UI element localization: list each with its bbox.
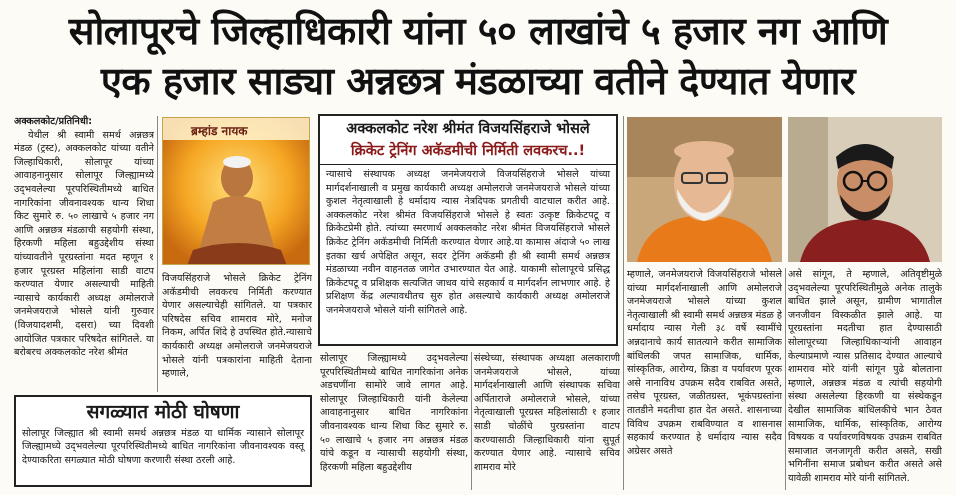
column-4-text: संस्थेच्या, संस्थापक अध्यक्षा अलकाराणी जनमेजयराजे भोसले, यांच्या मार्गदर्शनाखाली आणि संस्थापक सचिवा अर्पिताराजे अमोलराजे भोसले, यांच्या नेतृत्वाखाली पूरग्रस्त महिलांसाठी १ हजार साडी चोळींचे पुरग्रस्तांना वाटप करण्यासाठी जिल्हाधिकारी यांना सुपूर्त करण्यात येणार आहे. न्यासाचे सचिव शामराव मोरे	[474, 353, 620, 473]
column-divider	[785, 268, 786, 490]
column-5-text: म्हणाले, जनमेजयराजे विजयसिंहराजे भोसले यांच्या मार्गदर्शनाखाली आणि अमोलराजे जनमेजयराजे भोसले यांच्या कुशल नेतृत्वाखाली श्री स्वामी समर्थ अन्नछत्र मंडळ हे धर्मादाय न्यास गेली ३८ वर्षे स्वामींचे अन्नदानाचे कार्य सातत्याने करीत सामाजिक बांधिलकी जपत सामाजिक, धार्मिक, सांस्कृतिक, आरोग्य, क्रिडा व पर्यावरण पूरक असे नानाविध उपक्रम सदैव राबवित असते, तसेच पूरग्रस्त, जळीतग्रस्त, भूकंपग्रस्तांना तातडीने मदतीचा हात देत असते. शासनाच्या विविध उपक्रम राबविण्यात व शासनास सहकार्य करण्यात हे धर्मादाय न्यास सदैव अग्रेसर असते	[627, 269, 782, 457]
article-column-3	[320, 352, 468, 492]
article-column-2	[162, 272, 312, 412]
cricket-academy-title-line-2: क्रिकेट ट्रेनिंग अकॅडमीची निर्मिती लवकरच..!	[350, 143, 586, 159]
photo-swami-samarth	[162, 117, 310, 265]
headline-line-1: सोलापूरचे जिल्हाधिकारी यांना ५० लाखांचे ५ हजार नग आणि	[68, 9, 888, 53]
announcement-body: सोलापूर जिल्ह्यात श्री स्वामी समर्थ अन्नछत्र मंडळ या धार्मिक न्यासाने सोलापूर जिल्ह्यामध्ये उद्‌भवलेल्या पूरपरिस्थितीमध्ये बाधित नागरिकांना जीवनावश्यक वस्तू देण्याकरिता सगळ्यात मोठी घोषणा करणारी संस्था ठरली आहे.	[22, 428, 304, 466]
article-column-6	[788, 268, 942, 490]
column-divider	[623, 116, 624, 490]
headline-line-2: एक हजार साड्या अन्नछत्र मंडळाच्या वतीने देण्यात येणार	[100, 59, 856, 103]
column-3-text: सोलापूर जिल्ह्यामध्ये उद्‌भवलेल्या पूरपरिस्थितीमध्ये बाधित नागरिकांना अनेक अडचणींना सामोरे जावे लागत आहे. सोलापूर जिल्हाधिकारी यांनी केलेल्या आवाहनानुसार बाधित नागरिकांना जीवनावश्यक धान्य शिधा किट सुमारे रु. ५० लाखाचे ५ हजार नग अन्नछत्र मंडळ यांचे कडून व न्यासाची सहयोगी संस्था, हिरकणी महिला बहुउद्देशीय	[320, 353, 468, 473]
headline	[0, 0, 956, 108]
announcement-title: सगळ्यात मोठी घोषणा	[86, 401, 240, 423]
cricket-academy-body: न्यासाचे संस्थापक अध्यक्ष जनमेजयराजे विजयसिंहराजे भोसले यांच्या मार्गदर्शनाखाली व प्रमुख कार्यकारी अध्यक्ष अमोलराजे जनमेजयराजे भोसले यांच्या कुशल नेतृत्वाखाली हे धर्मादाय न्यास नेत्रदिपक प्रगतीची वाटचाल करीत आहे. अक्कलकोट नरेश श्रीमंत विजयसिंहराजे भोसले हे स्वतः उत्कृष्ट क्रिकेटपटू व क्रिकेटप्रेमी होते. त्यांच्या स्मरणार्थ अक्कलकोट नरेश श्रीमंत विजयसिंहराजे भोसले क्रिकेट ट्रेनिंग अकॅडमीची निर्मिती करण्यात येणार आहे.या कामास अंदाजे ५० लाख इतका खर्च अपेक्षित असून, सदर ट्रेनिंग अकॅडमी ही श्री स्वामी समर्थ अन्नछत्र मंडळाच्या नवीन वाहनतळ जागेत उभारण्यात येत आहे. याकामी सोलापूरचे प्रसिद्ध क्रिकेटपटू व प्रशिक्षक सत्यजित जाधव यांचे सहकार्य व मार्गदर्शन लाभणार आहे. हे प्रशिक्षण केंद्र अल्पावधीतच सुरु होत असल्याचे कार्यकारी अध्यक्ष अमोलराजे जनमेजयराजे भोसले यांनी सांगितले आहे.	[326, 169, 610, 316]
dateline: अक्कलकोट/प्रतिनिधी:	[14, 116, 93, 127]
photo-trustee-2	[788, 117, 942, 262]
article-column-5	[627, 268, 782, 490]
trustee-portrait-white-beard-icon	[627, 117, 782, 262]
trustee-portrait-glasses-icon	[788, 117, 942, 262]
column-divider	[471, 352, 472, 490]
announcement-box	[14, 395, 312, 487]
column-2-text: विजयसिंहराजे भोसले क्रिकेट ट्रेनिंग अकॅडमीची लवकरच निर्मिती करण्यात येणार असल्याचेही सांगितले. या पत्रकार परिषदेस सचिव शामराव मोरे, मनोज निकम, अर्पित शिंदे हे उपस्थित होते.न्यासाचे कार्यकारी अध्यक्ष अमोलराजे जनमेजयराजे भोसले यांनी पत्रकारांना माहिती देताना म्हणाले,	[162, 273, 312, 380]
cricket-academy-title-line-1: अक्कलकोट नरेश श्रीमंत विजयसिंहराजे भोसले	[346, 121, 590, 137]
column-6-text: असे सांगून, ते म्हणाले, अतिवृष्टीमुळे उद्‌भवलेल्या पूरपरिस्थितीमुळे अनेक तालुके बाधित झाले असून, ग्रामीण भागातील जनजीवन विस्कळीत झाले आहे. या पूरग्रस्तांना मदतीचा हात देण्यासाठी सोलापूरच्या जिल्हाधिकाऱ्यांनी आवाहन केल्याप्रमाणे न्यास प्रतिसाद देण्यात आल्याचे शामराव मोरे यांनी सांगून पुढे बोलताना म्हणाले, अन्नछत्र मंडळ व त्यांची सहयोगी संस्था असलेल्या हिरकणी या संस्थेकडून देखील सामाजिक बांधिलकीचे भान ठेवत सामाजिक, धार्मिक, सांस्कृतिक, आरोग्य विषयक व पर्यावरणविषयक उपक्रम राबवित समाजात जनजागृती करीत असते, सखी भगिनींना समाज प्रबोधन करीत असते असे यावेळी शामराव मोरे यांनी सांगितले.	[788, 269, 942, 484]
photo-label: ब्रम्हांड नायक	[191, 124, 248, 138]
swami-samarth-portrait-icon	[163, 118, 310, 265]
cricket-academy-box	[318, 114, 618, 346]
column-divider	[157, 116, 158, 392]
article-column-4	[474, 352, 620, 492]
photo-trustee-1	[627, 117, 782, 262]
cricket-academy-title	[320, 116, 616, 165]
column-1-text: येथील श्री स्वामी समर्थ अन्नछत्र मंडळ (ट्रस्ट), अक्कलकोट यांच्या वतीने जिल्हाधिकारी, सोलापूर यांच्या आवाहनानुसार सोलापूर जिल्ह्यामध्ये उद्‌भवलेल्या पूरपरिस्थितीमध्ये बाधित नागरिकांना जीवनावश्यक धान्य शिधा किट सुमारे रु. ५० लाखाचे ५ हजार नग आणि अन्नछत्र मंडळाची सहयोगी संस्था, हिरकणी महिला बहुउद्देशीय संस्था यांच्यावतीने पूरग्रस्तांना मदत म्हणून १ हजार पूरग्रस्त महिलांना साडी वाटप करण्यात येणार असल्याची माहिती न्यासाचे कार्यकारी अध्यक्ष अमोलराजे जनमेजयराजे भोसले यांनी गुरुवार (विजयादशमी, दसरा) च्या दिवशी आयोजित पत्रकार परिषदेत सांगितले. या बरोबरच अक्कलकोट नरेश श्रीमंत	[14, 129, 154, 359]
article-column-1	[14, 115, 154, 410]
